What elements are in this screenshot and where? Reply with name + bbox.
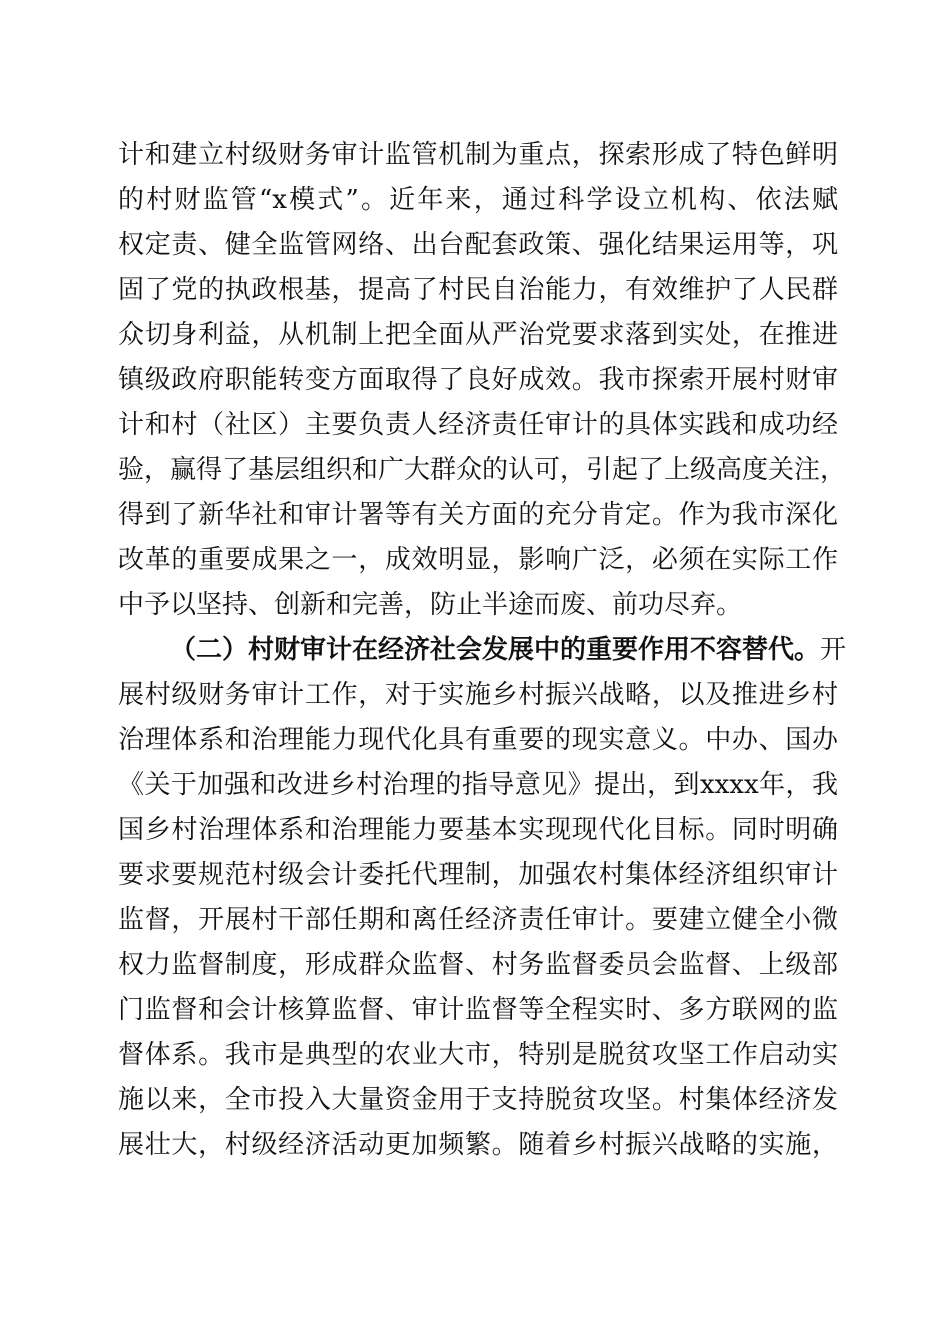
text-line: 权定责、健全监管网络、出台配套政策、强化结果运用等，巩 [118,230,838,260]
text-line: 的村财监管“x模式”。近年来，通过科学设立机构、依法赋 [118,185,838,215]
text-line: 固了党的执政根基，提高了村民自治能力，有效维护了人民群 [118,275,838,305]
text-line: 要求要规范村级会计委托代理制，加强农村集体经济组织审计 [118,860,838,890]
text-line: 门监督和会计核算监督、审计监督等全程实时、多方联网的监 [118,995,838,1025]
section-heading: （二）村财审计在经济社会发展中的重要作用不容替代。 [170,635,821,665]
text-line: 督体系。我市是典型的农业大市，特别是脱贫攻坚工作启动实 [118,1040,838,1070]
text-line: 权力监督制度，形成群众监督、村务监督委员会监督、上级部 [118,950,838,980]
text-line: 验，赢得了基层组织和广大群众的认可，引起了上级高度关注， [118,455,847,485]
text-line: 展壮大，村级经济活动更加频繁。随着乡村振兴战略的实施， [118,1130,838,1160]
text-line: 监督，开展村干部任期和离任经济责任审计。要建立健全小微 [118,905,838,935]
text-line: 国乡村治理体系和治理能力要基本实现现代化目标。同时明确 [118,815,838,845]
heading-tail: 开 [820,635,847,665]
text-line: 施以来，全市投入大量资金用于支持脱贫攻坚。村集体经济发 [118,1085,838,1115]
text-line: 展村级财务审计工作，对于实施乡村振兴战略，以及推进乡村 [118,680,838,710]
text-line: 众切身利益，从机制上把全面从严治党要求落到实处，在推进 [118,320,838,350]
text-line: 治理体系和治理能力现代化具有重要的现实意义。中办、国办 [118,725,838,755]
text-line: 计和村（社区）主要负责人经济责任审计的具体实践和成功经 [118,410,838,440]
text-line: 中予以坚持、创新和完善，防止半途而废、前功尽弃。 [118,590,743,620]
text-line: 镇级政府职能转变方面取得了良好成效。我市探索开展村财审 [118,365,838,395]
text-line: 得到了新华社和审计署等有关方面的充分肯定。作为我市深化 [118,500,838,530]
text-line: 《关于加强和改进乡村治理的指导意见》提出，到xxxx年，我 [118,770,838,800]
body-text [118,133,847,1168]
text-line: 计和建立村级财务审计监管机制为重点，探索形成了特色鲜明 [118,140,838,170]
section-heading-line [118,628,847,673]
text-line: 改革的重要成果之一，成效明显，影响广泛，必须在实际工作 [118,545,838,575]
